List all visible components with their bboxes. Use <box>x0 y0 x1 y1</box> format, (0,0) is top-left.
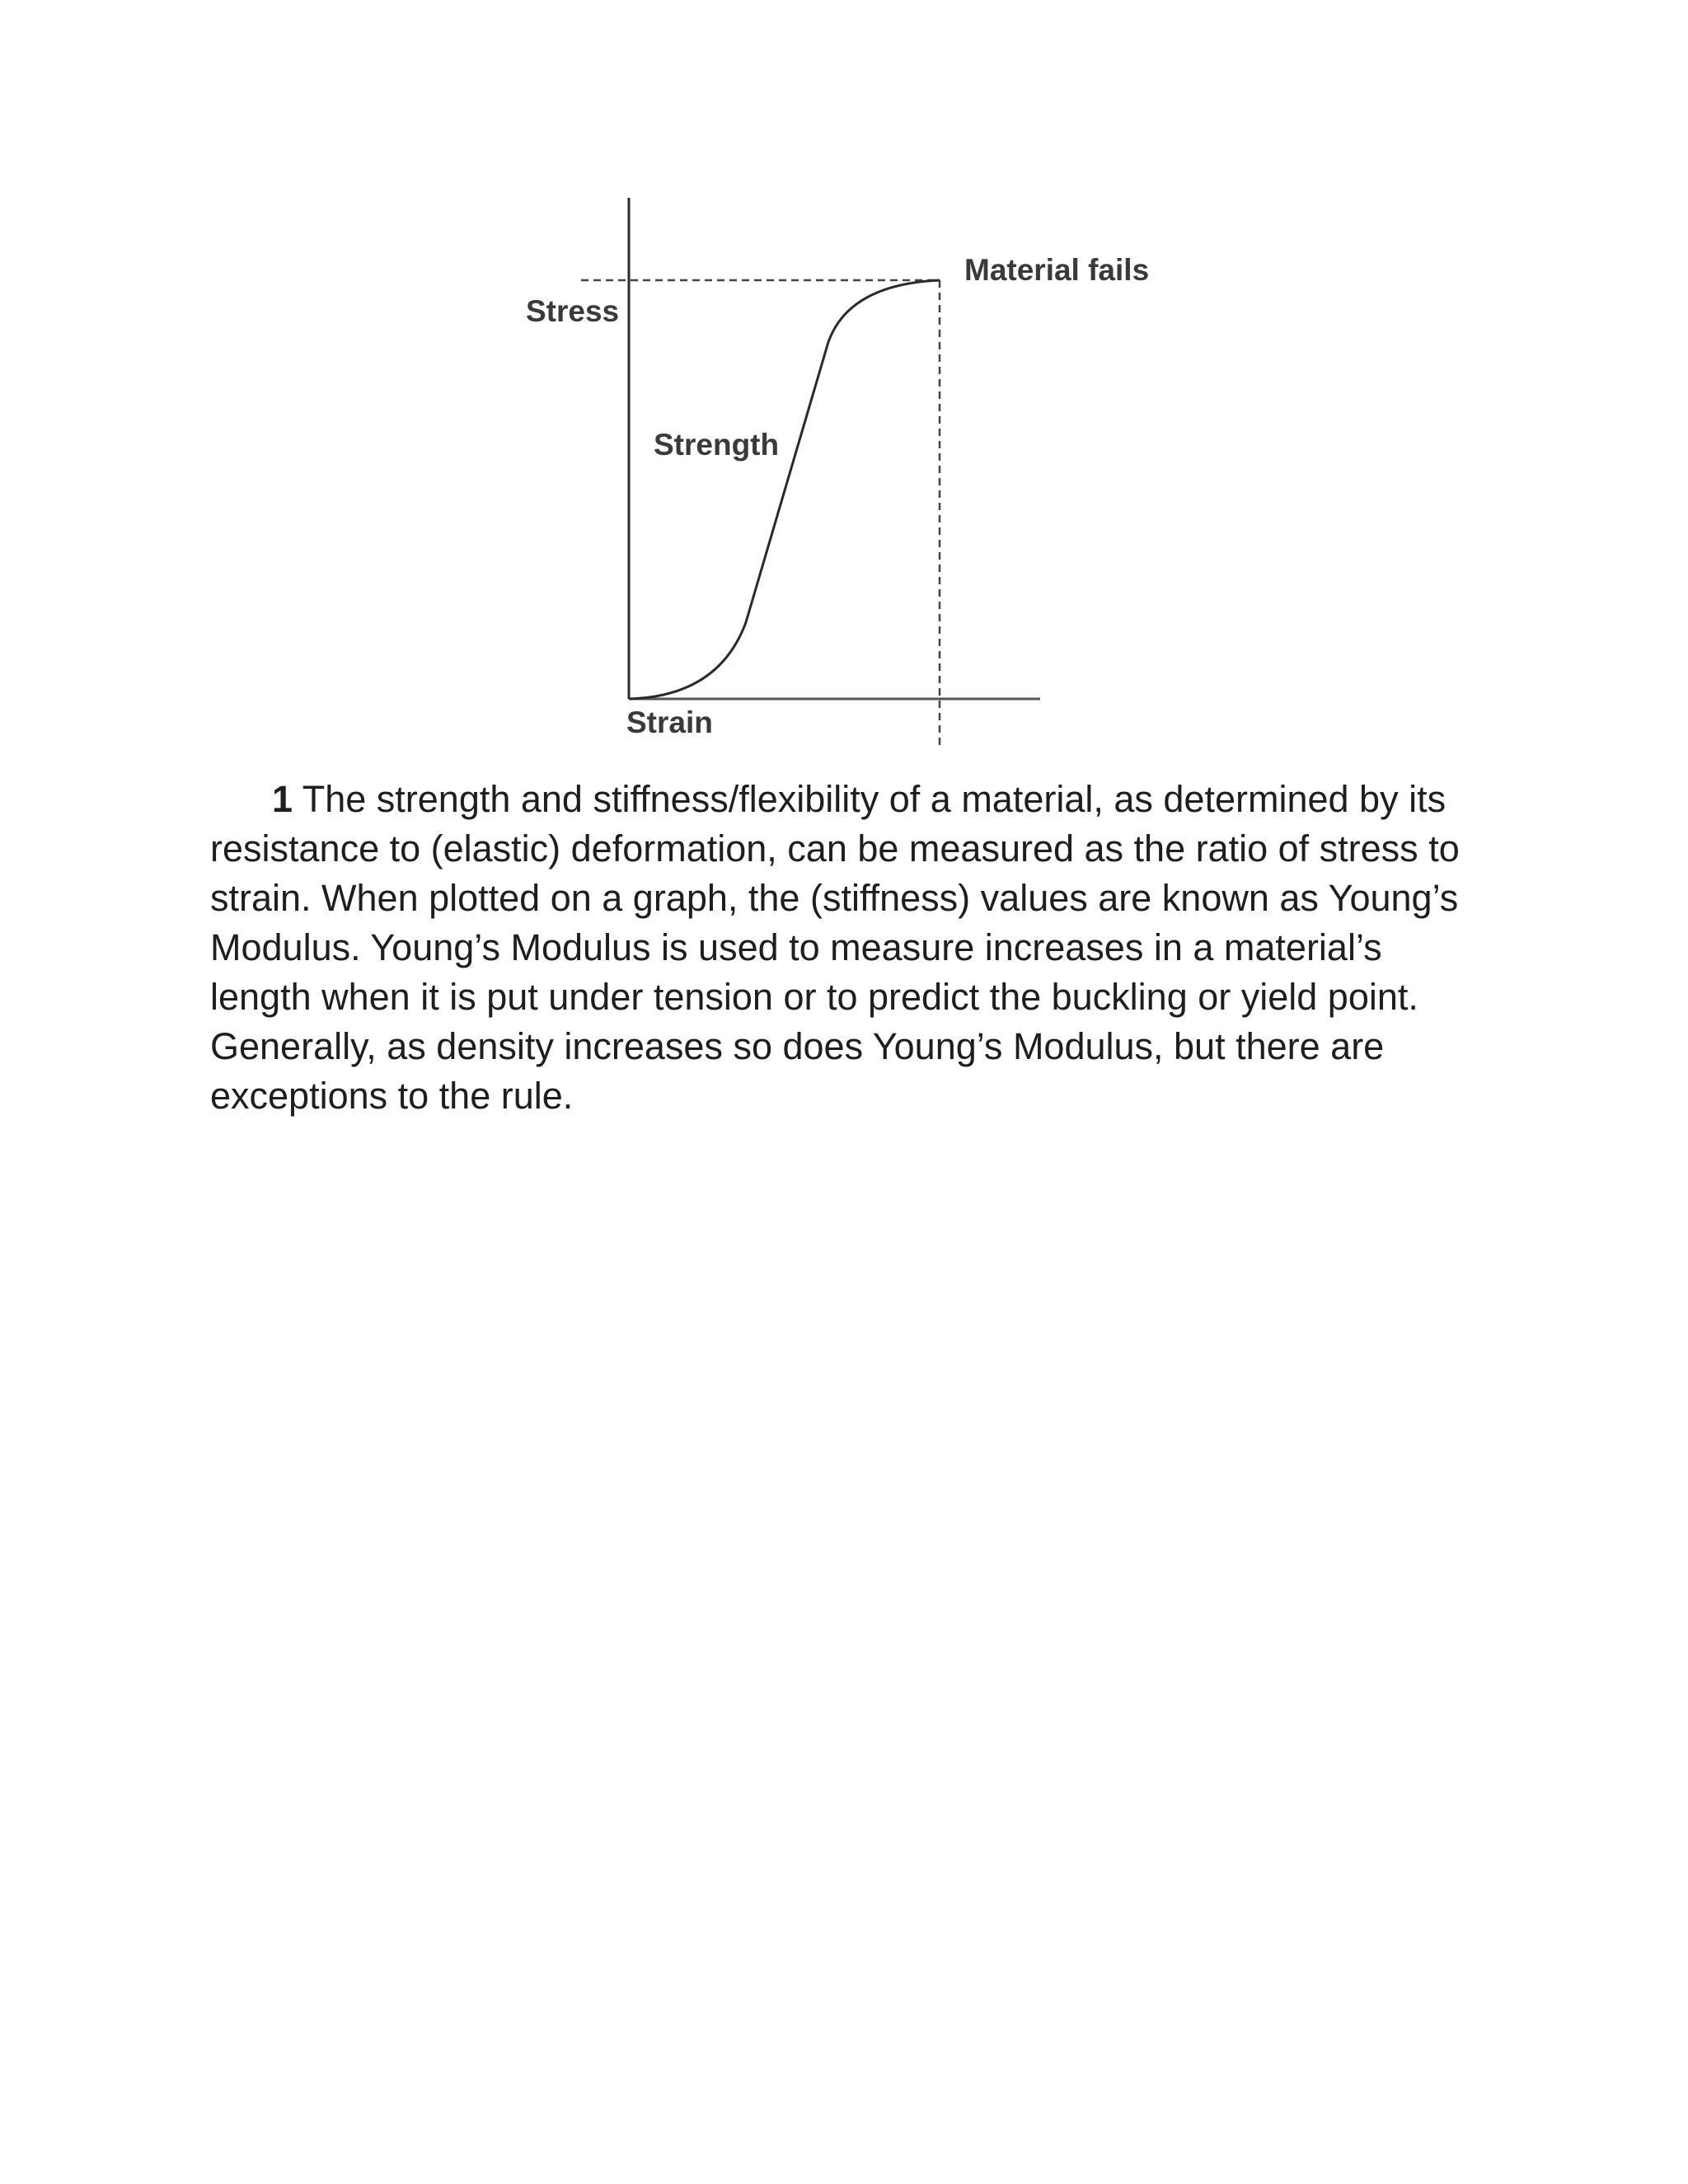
stress-axis-label: Stress <box>526 294 620 328</box>
caption-text: The strength and stiffness/flexibility of a material, as determined by its resistance to (elastic) deformation, can be measured as the ratio of stress to strain. When plotted on a graph, the (stiffness) values are known as Young’s Modulus. Young’s Modulus is used to measure increases in a material’s length when it is put under tension or to predict the buckling or yield point. Generally, as density increases so does Young’s Modulus, but there are exceptions to the rule. <box>210 778 1460 1117</box>
material-fails-label: Material fails <box>964 253 1150 287</box>
strain-axis-label: Strain <box>626 705 713 739</box>
stress-strain-curve <box>629 280 940 699</box>
caption-number: 1 <box>272 778 293 820</box>
figure-caption <box>210 775 1479 1121</box>
strength-curve-label: Strength <box>654 428 780 462</box>
